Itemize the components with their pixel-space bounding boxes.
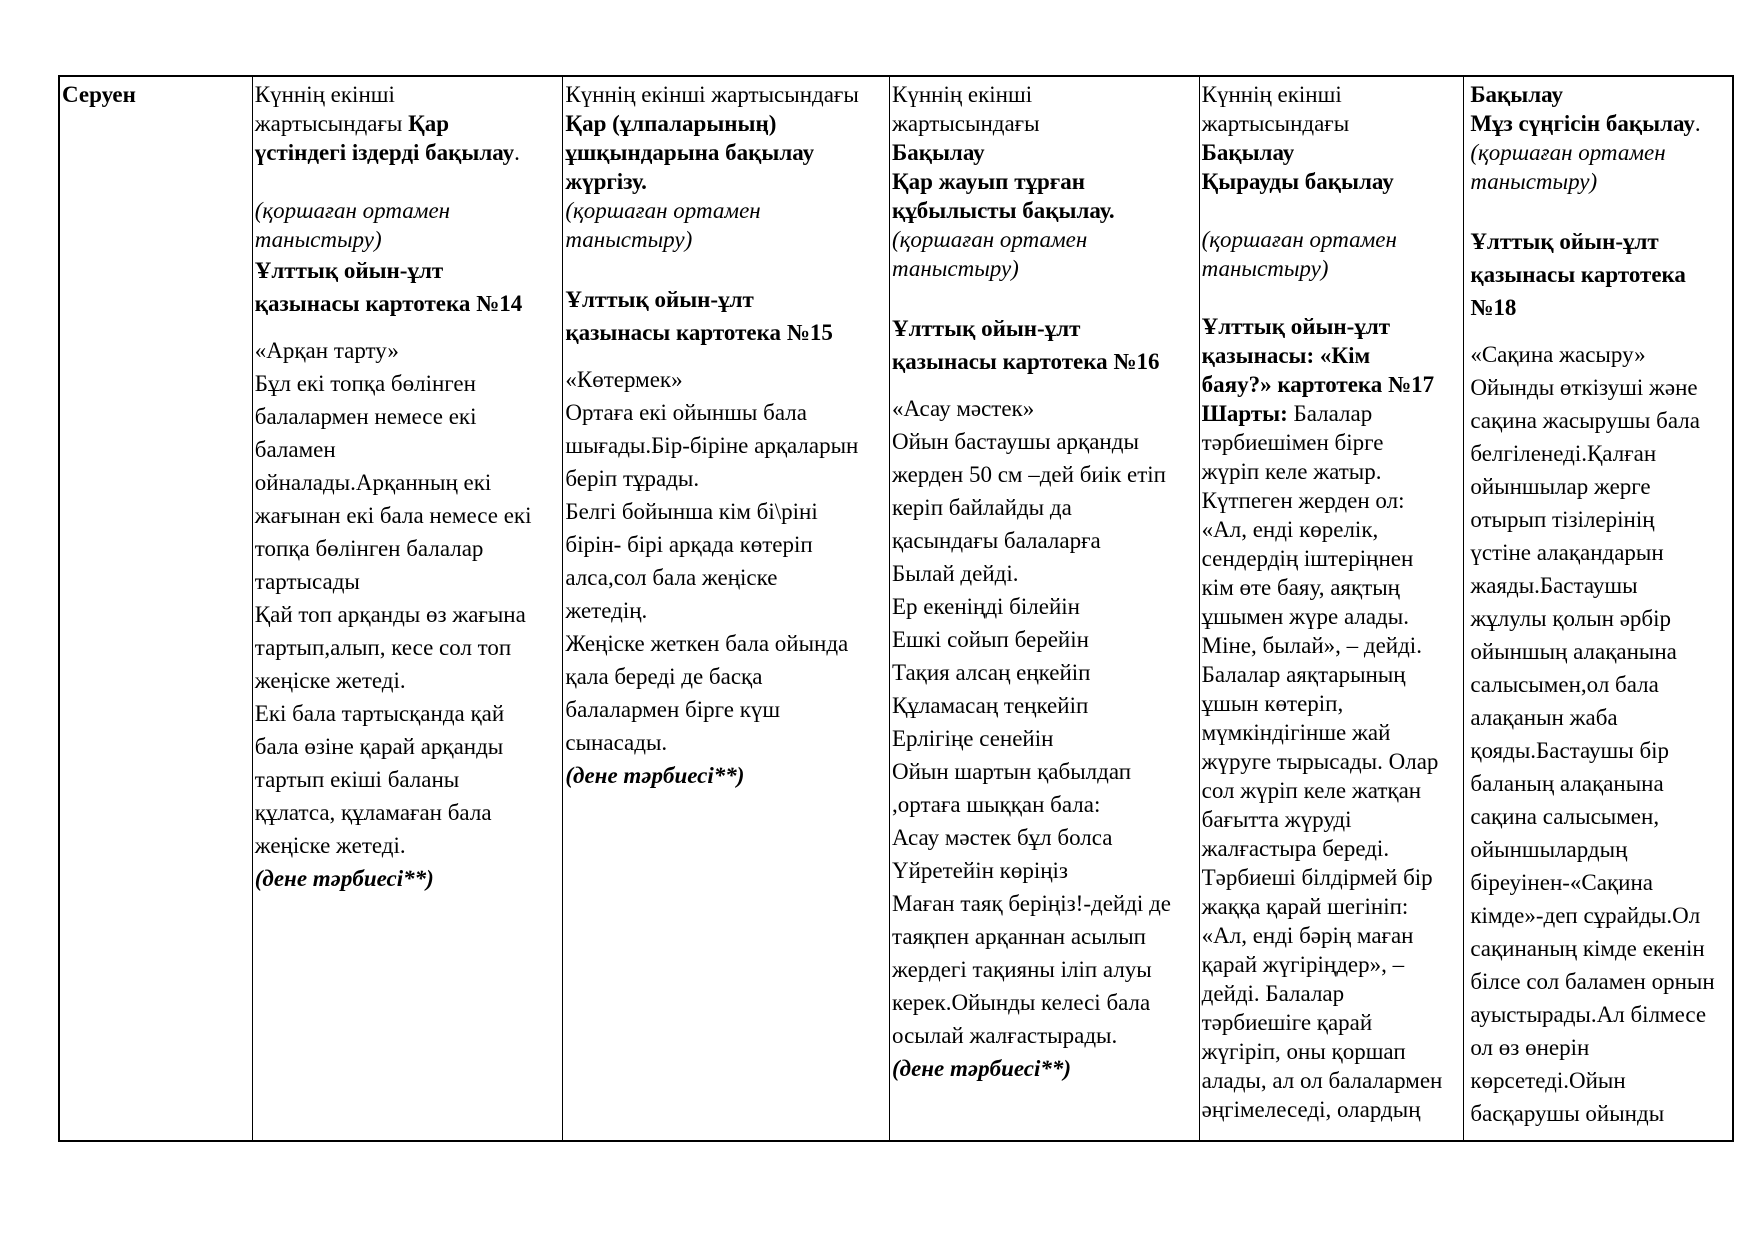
activity-cell-1 — [253, 77, 564, 1140]
description-line: Екі бала тартысқанда қай — [254, 701, 505, 726]
description-line: жалғастыра береді. — [1201, 836, 1390, 861]
description-line: таяқпен арқаннан асылып — [892, 924, 1146, 949]
description-line: Белгі бойынша кім бі\ріні — [565, 499, 818, 524]
game-name: «Асау мәстек» — [892, 396, 1035, 421]
description-line: жетедің. — [565, 598, 648, 623]
description-line: алады, ал ол балалармен — [1201, 1068, 1443, 1093]
description-line: баламен — [254, 437, 336, 462]
description-line: салысымен,ол бала — [1470, 672, 1659, 697]
game-heading: Ұлттық ойын-ұлт — [565, 287, 754, 312]
game-heading: Ұлттық ойын-ұлт — [1470, 229, 1659, 254]
subject-footer: (дене тәрбиесі**) — [892, 1056, 1072, 1081]
game-heading: қазынасы картотека №16 — [892, 349, 1160, 374]
description-line: ,ортаға шыққан бала: — [892, 792, 1101, 817]
description-line: бала өзіне қарай арқанды — [254, 734, 504, 759]
description-line: алса,сол бала жеңіске — [565, 565, 778, 590]
description-line: әңгімелеседі, олардың — [1201, 1097, 1421, 1122]
observation-title: ұшқындарына бақылау — [565, 140, 815, 165]
intro-line — [255, 109, 561, 138]
description-line: кім өте баяу, аяқтың — [1201, 575, 1400, 600]
intro-line: Күннің екінші — [892, 82, 1033, 107]
description-line: осылай жалғастырады. — [892, 1023, 1118, 1048]
description-line: Міне, былай», – дейді. — [1201, 633, 1422, 658]
description-line: топқа бөлінген балалар — [254, 536, 484, 561]
subject-note: таныстыру) — [892, 256, 1019, 281]
description-line: қасындағы балаларға — [892, 528, 1101, 553]
description-line: ойыншылардың — [1470, 837, 1628, 862]
spacer — [255, 320, 561, 334]
description-line: мүмкіндігінше жай — [1201, 720, 1391, 745]
observation-title: құбылысты бақылау. — [892, 198, 1115, 223]
description-line: дейді. Балалар — [1201, 981, 1345, 1006]
spacer — [1202, 283, 1462, 312]
subject-note: таныстыру) — [254, 227, 382, 252]
game-heading: баяу?» картотека №17 — [1201, 372, 1435, 397]
description-line: сақинаның кімде екенін — [1470, 936, 1705, 961]
description-line: бағытта жүруді — [1201, 807, 1352, 832]
observation-title: Қар жауып тұрған — [892, 169, 1085, 194]
description-line: Былай дейді. — [892, 561, 1019, 586]
description-line: Ойынды өткізуші және — [1470, 375, 1698, 400]
description-line: басқарушы ойынды — [1470, 1101, 1665, 1126]
description-line: жердегі тақияны іліп алуы — [892, 957, 1152, 982]
description-line: жүріп келе жатыр. — [1201, 459, 1382, 484]
spacer — [892, 378, 1197, 392]
description-line: сақина салысымен, — [1470, 804, 1660, 829]
description-line: ұшын көтеріп, — [1201, 691, 1344, 716]
game-description — [1202, 428, 1462, 1124]
description-line: отырып тізілерінің — [1470, 507, 1655, 532]
description-line: қала береді де басқа — [565, 664, 763, 689]
game-description — [1470, 371, 1730, 1130]
description-line: Қай топ арқанды өз жағына — [254, 602, 526, 627]
game-description — [892, 425, 1197, 1052]
description-line: керек.Ойынды келесі бала — [892, 990, 1151, 1015]
subject-note: (қоршаған ортамен — [1470, 140, 1666, 165]
description-line: баланың алақанына — [1470, 771, 1664, 796]
activity-cell-3 — [890, 77, 1200, 1140]
description-line: кімде»-деп сұрайды.Ол — [1470, 903, 1701, 928]
observation-title: Мұз сүңгісін бақылау — [1470, 111, 1695, 136]
description-line: білсе сол баламен орнын — [1470, 969, 1715, 994]
description-line: ойыншың алақанына — [1470, 639, 1677, 664]
description-line: керіп байлайды да — [892, 495, 1072, 520]
game-heading: Ұлттық ойын-ұлт — [892, 316, 1081, 341]
description-line: тартып,алып, кесе сол топ — [254, 635, 512, 660]
description-line: Асау мәстек бұл болса — [892, 825, 1113, 850]
row-label-cell — [60, 77, 253, 1140]
observation-title: Қар (ұлпаларының) — [565, 111, 777, 136]
description-line: тартып екіші баланы — [254, 767, 460, 792]
description-line: Ойын шартын қабылдап — [892, 759, 1132, 784]
observation-title: жүргізу. — [565, 169, 647, 194]
title-dot: . — [1694, 111, 1701, 136]
description-line: жүгіріп, оны қоршап — [1201, 1039, 1406, 1064]
description-line: жаяды.Бастаушы — [1470, 573, 1638, 598]
description-line: қарай жүгіріңдер», – — [1201, 952, 1405, 977]
subject-note: таныстыру) — [1470, 169, 1598, 194]
rule-text: Балалар — [1287, 401, 1373, 426]
game-heading: қазынасы картотека №14 — [254, 291, 523, 316]
description-line: біреуінен-«Сақина — [1470, 870, 1653, 895]
subject-footer: (дене тәрбиесі**) — [565, 763, 745, 788]
description-line: сақина жасырушы бала — [1470, 408, 1700, 433]
description-line: Бұл екі топқа бөлінген — [254, 371, 476, 396]
game-description — [565, 396, 887, 759]
description-line: үстіне алақандарын — [1470, 540, 1664, 565]
intro-line: Күннің екінші — [1201, 82, 1342, 107]
subject-note: (қоршаған ортамен — [1201, 227, 1397, 252]
description-line: көрсетеді.Ойын — [1470, 1068, 1626, 1093]
description-line: шығады.Бір-біріне арқаларын — [565, 433, 859, 458]
description-line: Ортаға екі ойыншы бала — [565, 400, 807, 425]
game-heading: қазынасы картотека — [1470, 262, 1686, 287]
description-line: «Ал, енді көрелік, — [1201, 517, 1379, 542]
description-line: Ешкі сойып берейін — [892, 627, 1089, 652]
subject-note: (қоршаған ортамен — [254, 198, 451, 223]
description-line: жағынан екі бала немесе екі — [254, 503, 532, 528]
description-line: беріп тұрады. — [565, 466, 700, 491]
schedule-table — [58, 75, 1734, 1142]
description-line: балалармен бірге күш — [565, 697, 781, 722]
spacer — [1470, 196, 1730, 225]
spacer — [255, 167, 561, 196]
description-line: жеңіске жетеді. — [254, 833, 406, 858]
spacer — [1470, 324, 1730, 338]
activity-cell-5 — [1464, 77, 1732, 1140]
description-line: жерден 50 см –дей биік етіп — [892, 462, 1166, 487]
description-line: тәрбиешімен бірге — [1201, 430, 1384, 455]
description-line: Ойын бастаушы арқанды — [892, 429, 1139, 454]
rule-label: Шарты: — [1201, 401, 1288, 426]
description-line: сол жүріп келе жатқан — [1201, 778, 1422, 803]
game-heading: №18 — [1470, 295, 1517, 320]
intro-line: жартысындағы — [892, 111, 1040, 136]
game-name: «Арқан тарту» — [254, 338, 399, 363]
description-line: жаққа қарай шегініп: — [1201, 894, 1409, 919]
spacer — [565, 349, 887, 363]
description-line: құлатса, құламаған бала — [254, 800, 492, 825]
observation-title: Қар — [408, 111, 450, 136]
title-dot: . — [514, 140, 520, 165]
intro-text: жартысындағы — [254, 111, 409, 136]
observation-title: Бақылау — [1201, 140, 1295, 165]
observation-title: үстіндегі іздерді бақылау — [254, 140, 515, 165]
game-description — [255, 367, 561, 862]
subject-note: таныстыру) — [565, 227, 693, 252]
description-line: тартысады — [254, 569, 360, 594]
description-line: Үйретейін көріңіз — [892, 858, 1068, 883]
activity-cell-2 — [563, 77, 890, 1140]
observation-title: Бақылау — [1470, 82, 1563, 107]
activity-cell-4 — [1200, 77, 1465, 1140]
description-line: Күтпеген жерден ол: — [1201, 488, 1405, 513]
observation-title: Қырауды бақылау — [1201, 169, 1394, 194]
subject-note: таныстыру) — [1201, 256, 1329, 281]
game-heading: Ұлттық ойын-ұлт — [1201, 314, 1391, 339]
description-line: жұлулы қолын әрбір — [1470, 606, 1672, 631]
description-line: ойыншылар жерге — [1470, 474, 1651, 499]
description-line: Балалар аяқтарының — [1201, 662, 1406, 687]
subject-note: (қоршаған ортамен — [892, 227, 1088, 252]
subject-note: (қоршаған ортамен — [565, 198, 761, 223]
observation-title-line — [255, 138, 561, 167]
description-line: алақанын жаба — [1470, 705, 1618, 730]
spacer — [892, 283, 1197, 312]
description-line: бірін- бірі арқада көтеріп — [565, 532, 813, 557]
description-line: Жеңіске жеткен бала ойында — [565, 631, 849, 656]
intro-line: Күннің екінші жартысындағы — [565, 82, 859, 107]
observation-title-line — [1470, 109, 1730, 138]
description-line: тәрбиешіге қарай — [1201, 1010, 1373, 1035]
row-label: Серуен — [62, 82, 136, 107]
game-heading: Ұлттық ойын-ұлт — [254, 258, 444, 283]
description-line: сендердің іштеріңнен — [1201, 546, 1414, 571]
description-line: белгіленеді.Қалған — [1470, 441, 1657, 466]
subject-footer: (дене тәрбиесі**) — [254, 866, 434, 891]
description-line: «Ал, енді бәрің маған — [1201, 923, 1414, 948]
description-line: Тәрбиеші білдірмей бір — [1201, 865, 1433, 890]
intro-line: жартысындағы — [1201, 111, 1350, 136]
description-line: ұшымен жүре алады. — [1201, 604, 1409, 629]
observation-title: Бақылау — [892, 140, 985, 165]
description-line: Тақия алсаң еңкейіп — [892, 660, 1091, 685]
description-line: жеңіске жетеді. — [254, 668, 406, 693]
game-heading: қазынасы: «Кім — [1201, 343, 1371, 368]
description-line: сынасады. — [565, 730, 668, 755]
spacer — [1202, 196, 1462, 225]
description-line: Құламасаң теңкейіп — [892, 693, 1089, 718]
description-line: балалармен немесе екі — [254, 404, 477, 429]
description-line: Маған таяқ беріңіз!-дейді де — [892, 891, 1171, 916]
description-line: ойналады.Арқанның екі — [254, 470, 492, 495]
description-line: ол өз өнерін — [1470, 1035, 1590, 1060]
description-line: Ерлігіңе сенейін — [892, 726, 1054, 751]
spacer — [565, 254, 887, 283]
game-name: «Көтермек» — [565, 367, 683, 392]
description-line: Ер екеніңді білейін — [892, 594, 1080, 619]
game-heading: қазынасы картотека №15 — [565, 320, 833, 345]
rule-line — [1202, 399, 1462, 428]
intro-line: Күннің екінші — [254, 82, 395, 107]
game-name: «Сақина жасыру» — [1470, 342, 1646, 367]
description-line: ауыстырады.Ал білмесе — [1470, 1002, 1707, 1027]
description-line: жүруге тырысады. Олар — [1201, 749, 1439, 774]
description-line: қояды.Бастаушы бір — [1470, 738, 1670, 763]
